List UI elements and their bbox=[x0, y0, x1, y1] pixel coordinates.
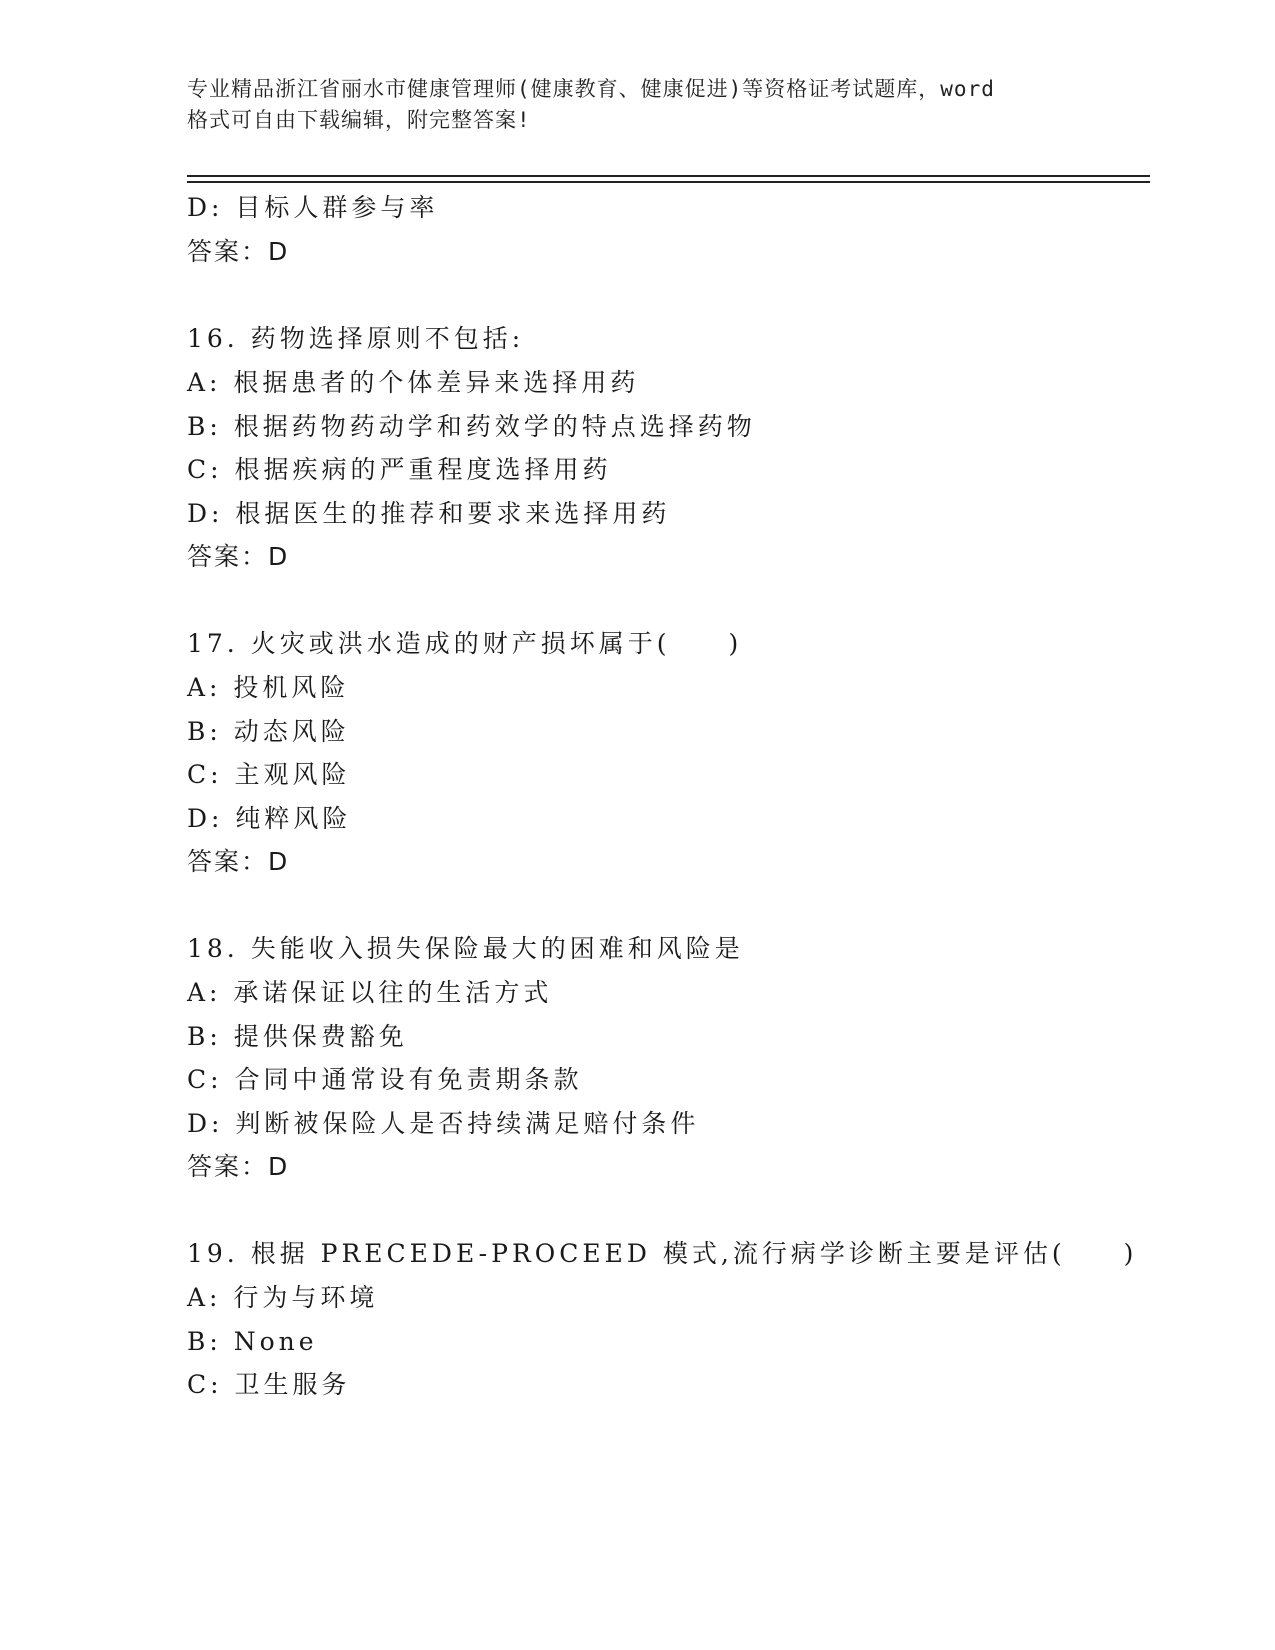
q17-option-c: C: 主观风险 bbox=[187, 760, 351, 789]
q19-option-c: C: 卫生服务 bbox=[187, 1370, 351, 1399]
q18-option-b: B: 提供保费豁免 bbox=[187, 1022, 408, 1051]
q18-option-c: C: 合同中通常设有免责期条款 bbox=[187, 1065, 583, 1094]
q16-option-a: A: 根据患者的个体差异来选择用药 bbox=[187, 368, 640, 397]
q18-option-d: D: 判断被保险人是否持续满足赔付条件 bbox=[187, 1109, 700, 1138]
q16-answer: 答案：D bbox=[187, 542, 290, 571]
q18-stem: 18. 失能收入损失保险最大的困难和风险是 bbox=[187, 934, 744, 963]
q19-stem: 19. 根据 PRECEDE-PROCEED 模式,流行病学诊断主要是评估( ) bbox=[187, 1239, 1138, 1268]
q16-stem: 16. 药物选择原则不包括: bbox=[187, 324, 525, 353]
q17-option-a: A: 投机风险 bbox=[187, 673, 350, 702]
document-header bbox=[187, 74, 1087, 136]
q15-answer: 答案：D bbox=[187, 237, 290, 266]
q16-option-b: B: 根据药物药动学和药效学的特点选择药物 bbox=[187, 412, 756, 441]
q18-answer: 答案：D bbox=[187, 1152, 290, 1181]
q17-stem: 17. 火灾或洪水造成的财产损坏属于( ) bbox=[187, 629, 743, 658]
header-divider-top bbox=[187, 175, 1150, 177]
header-divider-bottom bbox=[187, 181, 1150, 183]
q17-answer: 答案：D bbox=[187, 847, 290, 876]
header-line-1: 专业精品浙江省丽水市健康管理师(健康教育、健康促进)等资格证考试题库，word bbox=[187, 77, 995, 101]
q17-option-b: B: 动态风险 bbox=[187, 717, 350, 746]
header-line-2: 格式可自由下载编辑，附完整答案! bbox=[187, 108, 531, 132]
q16-option-c: C: 根据疾病的严重程度选择用药 bbox=[187, 455, 612, 484]
q18-option-a: A: 承诺保证以往的生活方式 bbox=[187, 978, 553, 1007]
q19-option-b: B: None bbox=[187, 1327, 318, 1356]
q15-option-d: D: 目标人群参与率 bbox=[187, 193, 439, 222]
q16-option-d: D: 根据医生的推荐和要求来选择用药 bbox=[187, 499, 671, 528]
q19-option-a: A: 行为与环境 bbox=[187, 1283, 379, 1312]
q17-option-d: D: 纯粹风险 bbox=[187, 804, 352, 833]
